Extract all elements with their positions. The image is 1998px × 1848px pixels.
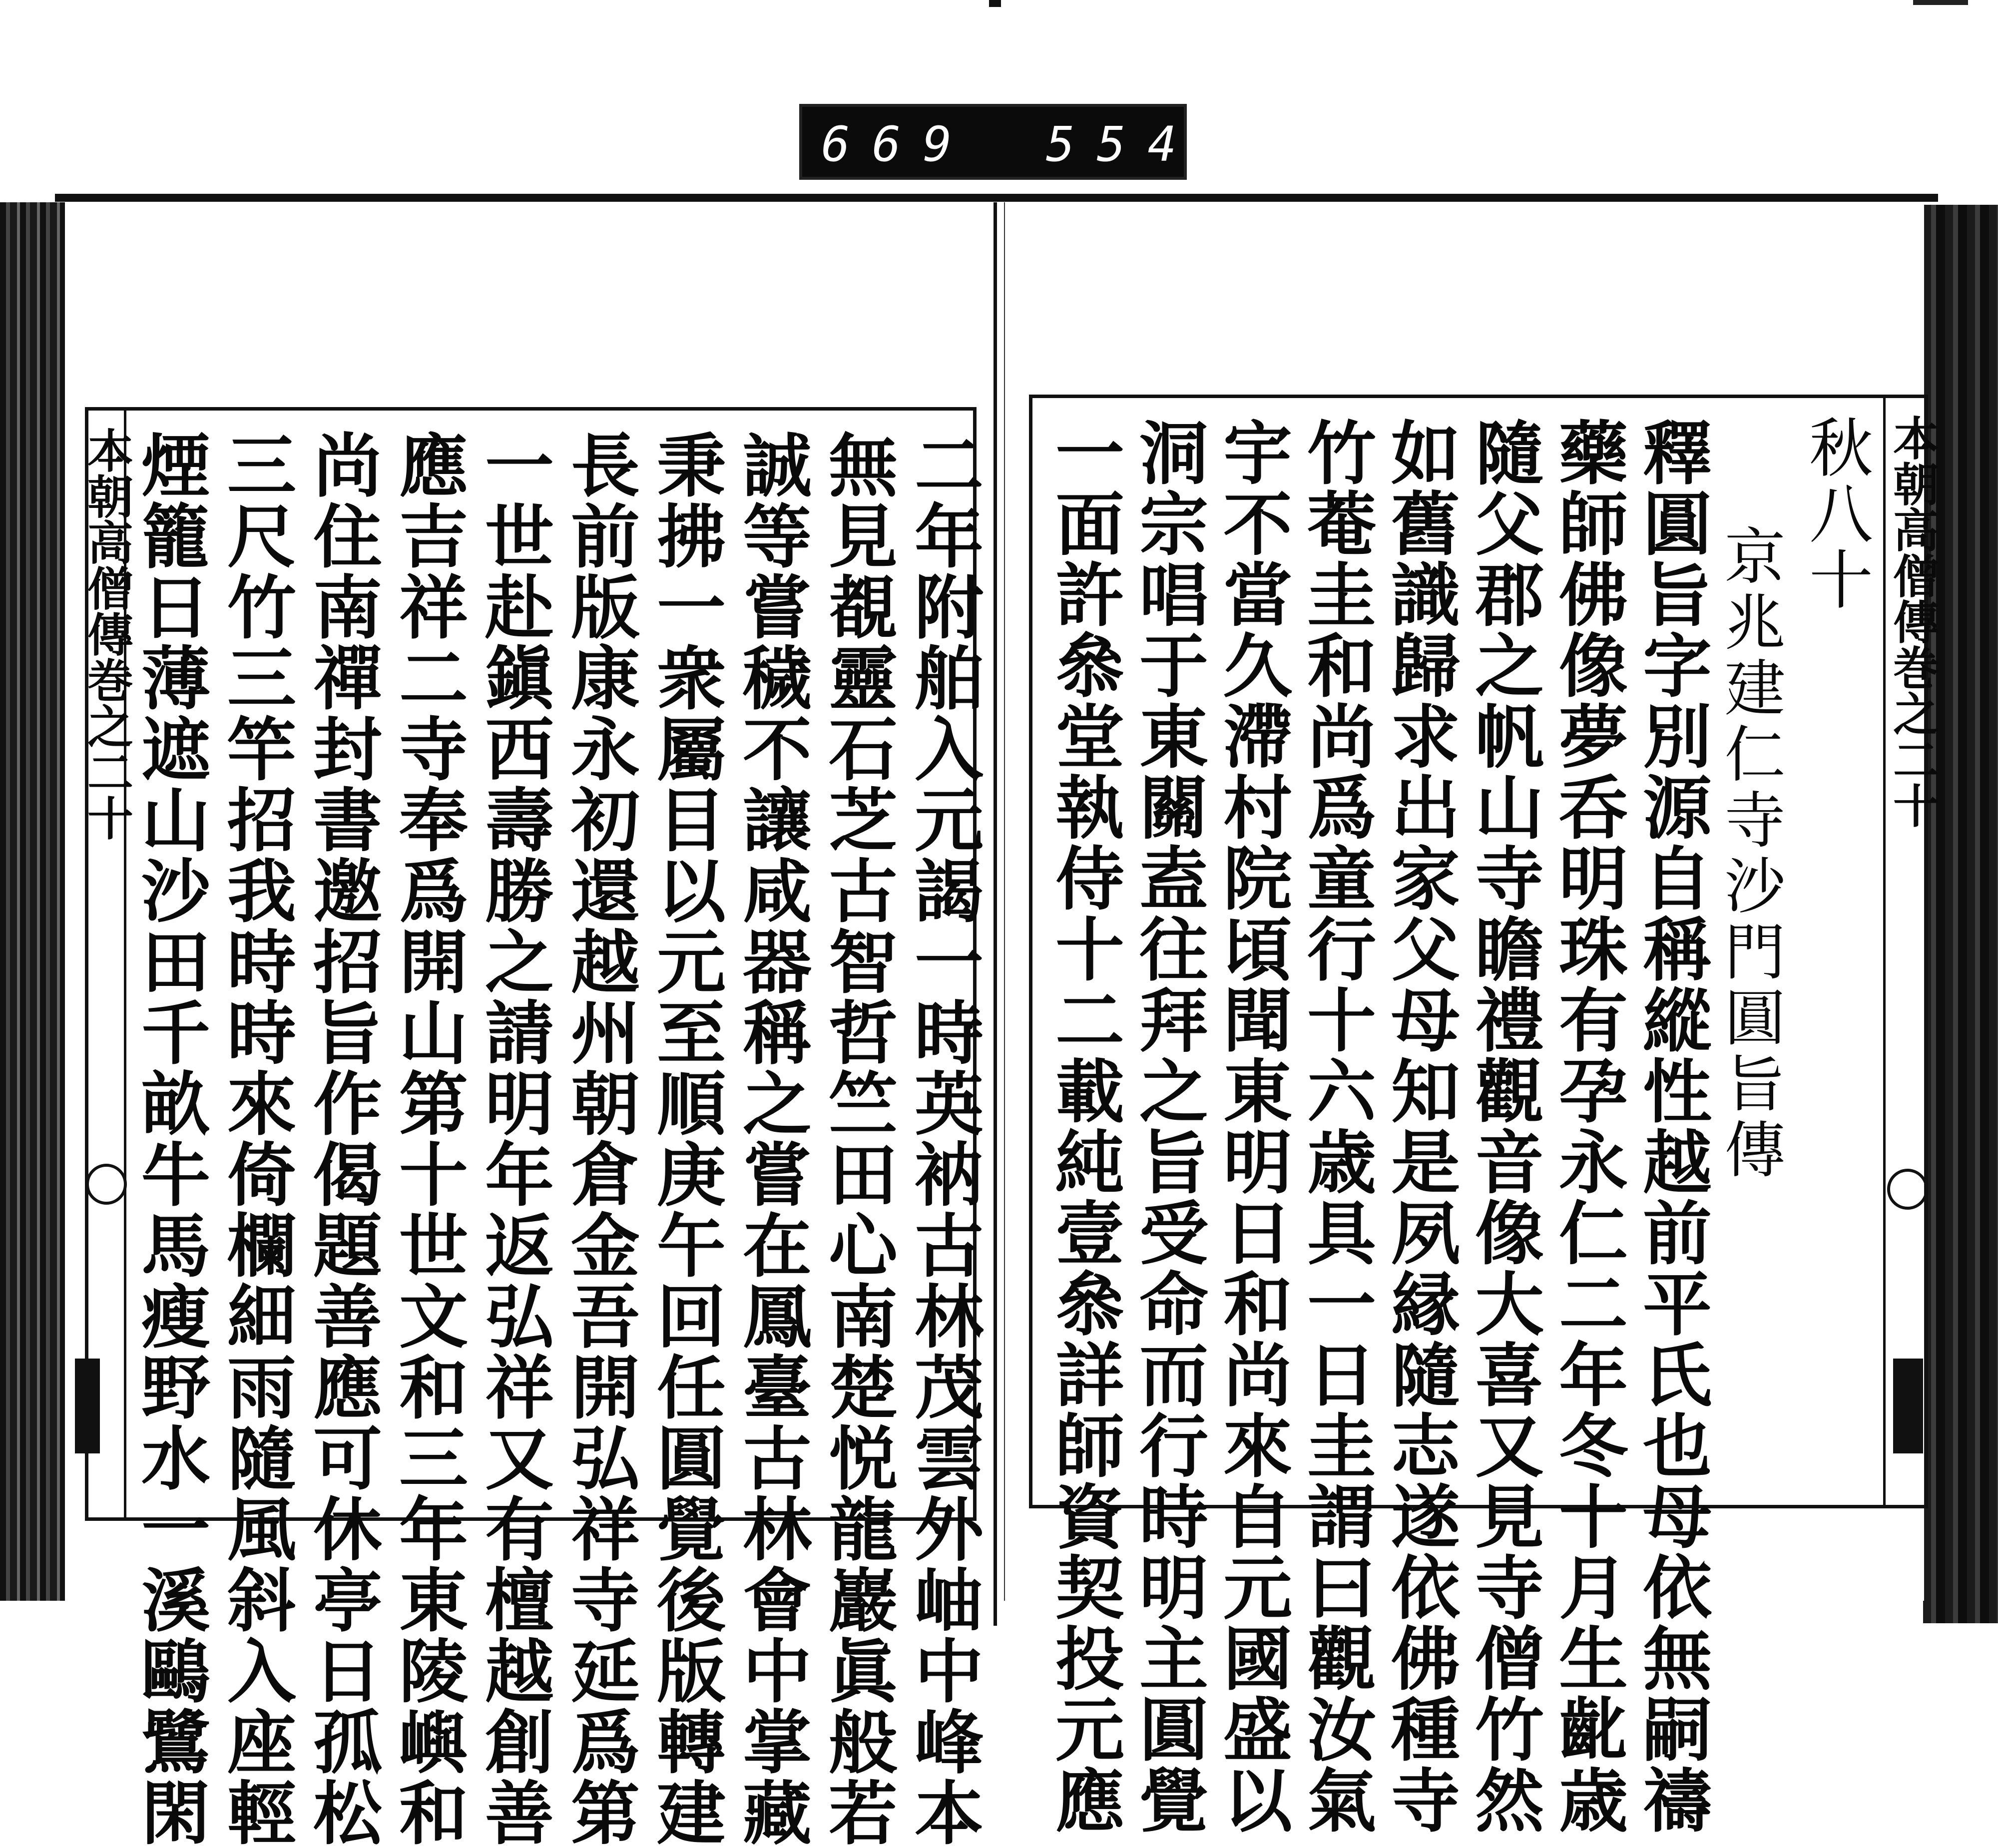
left-column-3: 誠等嘗穢不讓咸器稱之嘗在鳳臺古林會中掌藏 xyxy=(731,430,813,1848)
right-margin-column xyxy=(1883,395,1940,1508)
scan-artifact xyxy=(989,0,1001,7)
specimen-label xyxy=(799,104,1199,180)
left-column-2: 無見覩靈石芝古智哲竺田心南楚悦龍巖眞般若 xyxy=(817,430,899,1848)
right-column-7: 洞宗唱于東關盍往拜之旨受命而行時明主圓覺 xyxy=(1128,417,1209,1836)
book-edge-top xyxy=(55,194,1938,202)
fish-tail-mark-icon xyxy=(1887,1169,1928,1210)
label-left-number: 669 xyxy=(821,116,974,172)
right-column-8: 一面許叅堂執侍十二載純壹叅詳師資契投元應 xyxy=(1044,417,1125,1836)
biography-title: 京兆建仁寺沙門圓旨傳 xyxy=(1714,524,1785,1184)
left-column-4: 秉拂一衆屬目以元至順庚午回任圓覺後版轉建 xyxy=(645,430,727,1848)
right-column-2: 藥師佛像夢呑明珠有孕永仁二年冬十月生齔歳 xyxy=(1547,417,1629,1836)
book-edge-left xyxy=(0,202,65,1601)
left-column-5: 長前版康永初還越州朝倉金吾開弘祥寺延爲第 xyxy=(559,430,641,1848)
left-column-9: 三尺竹三竿招我時時來倚欄細雨隨風斜入座輕 xyxy=(216,430,297,1848)
left-column-7: 應吉祥二寺奉爲開山第十世文和三年東陵嶼和 xyxy=(388,430,469,1848)
right-margin-title: 本朝高僧傳巻之二十 xyxy=(1886,415,1940,828)
left-column-6: 一世赴鎭西壽勝之請明年返弘祥又有檀越創善 xyxy=(474,430,555,1848)
right-column-5: 竹菴圭和尚爲童行十六歳具一日圭謂曰觀汝氣 xyxy=(1296,417,1377,1836)
book-gutter xyxy=(987,202,1004,1626)
right-column-6: 宇不當久滯村院頃聞東明日和尚來自元國盛以 xyxy=(1212,417,1293,1836)
left-margin-title: 本朝高僧傳巻之二十 xyxy=(80,427,134,841)
left-column-10: 煙籠日薄遮山沙田千畝牛馬瘦野水一溪鷗鷺閑 xyxy=(130,430,211,1848)
fish-tail-mark-icon xyxy=(86,1164,127,1205)
right-column-1: 釋圓旨字別源自稱縱性越前平氏也母依無嗣禱 xyxy=(1631,417,1713,1836)
left-margin-column xyxy=(79,407,134,1521)
scan-artifact xyxy=(1913,0,1968,5)
right-column-3: 隨父郡之帆山寺瞻禮觀音像大喜又見寺僧竹然 xyxy=(1464,417,1545,1836)
section-heading: 秋八十 xyxy=(1798,415,1873,612)
right-column-4: 如舊識歸求出家父母知是夙縁隨志遂依佛種寺 xyxy=(1380,417,1461,1836)
left-column-8: 尚住南禪封書邀招旨作偈題善應可休亭日孤松 xyxy=(302,430,383,1848)
label-right-number: 554 xyxy=(1046,116,1199,172)
left-column-1: 二年附舶入元謁一時英衲古林茂雲外岫中峰本 xyxy=(903,430,985,1848)
